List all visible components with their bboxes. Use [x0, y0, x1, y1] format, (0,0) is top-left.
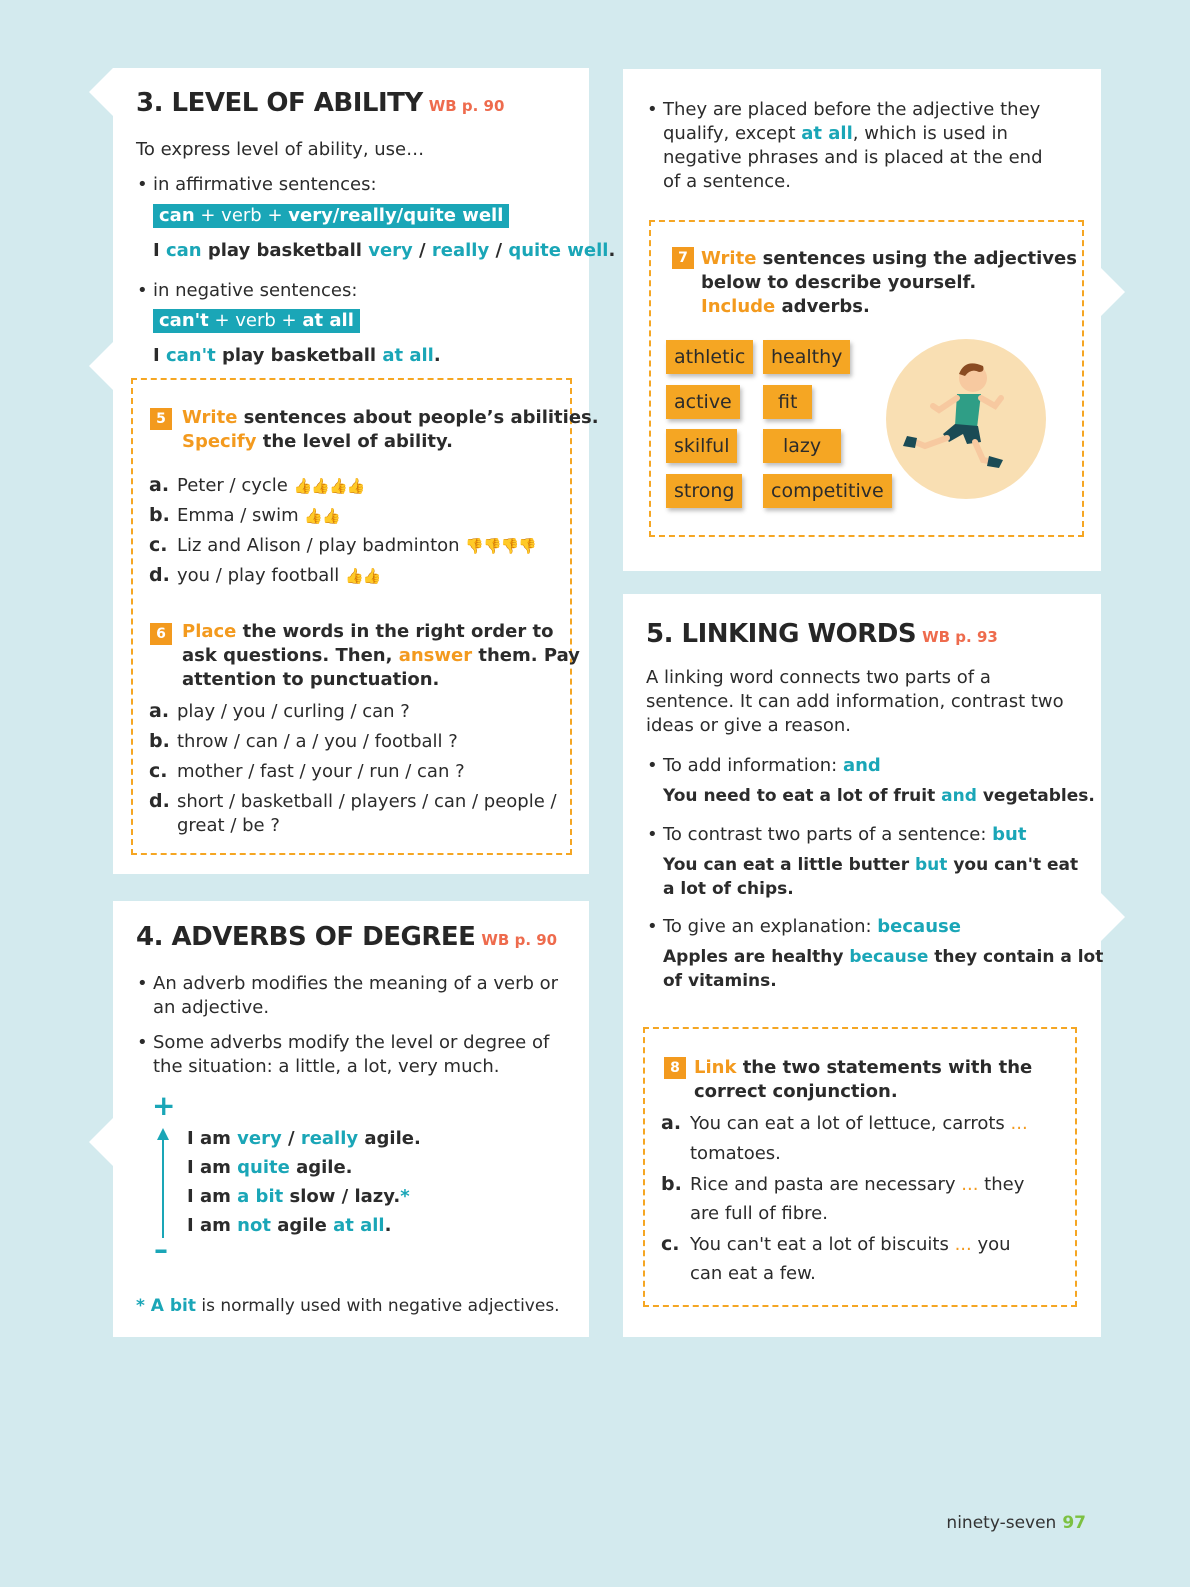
linking-definition-cont: sentence. It can add information, contrast two [646, 691, 1064, 712]
add-info-rule: • To add information: and [663, 754, 881, 778]
ex5-instruction-1: Write sentences about people’s abilities. [182, 407, 599, 428]
adjective-tag: strong [666, 474, 742, 508]
page-footer [946, 1513, 1086, 1533]
exercise-number-5: 5 [150, 408, 172, 430]
ex7-instruction-1: Write sentences using the adjectives [701, 248, 1077, 269]
card-notch [89, 1118, 113, 1166]
section-title-3: 3. LEVEL OF ABILITY WB p. 90 [136, 88, 505, 118]
ex6-instruction-3: attention to punctuation. [182, 669, 440, 690]
running-boy-illustration [885, 338, 1047, 500]
exercise-number-8: 8 [664, 1057, 686, 1079]
ex6-item-d-cont: great / be ? [177, 815, 280, 836]
adverb-definition-cont: an adjective. [153, 997, 270, 1018]
ex8-item-a: You can eat a lot of lettuce, carrots ... [690, 1113, 1028, 1134]
ex6-item-c: mother / fast / your / run / can ? [177, 761, 465, 782]
ex5-item-letter: c. [149, 534, 168, 556]
degree-explanation: • Some adverbs modify the level or degree of [153, 1031, 549, 1055]
ex8-item-b: Rice and pasta are necessary ... they [690, 1174, 1025, 1195]
adjective-tag: competitive [763, 474, 892, 508]
adjective-tag: active [666, 385, 740, 419]
card-notch [1101, 268, 1125, 316]
adjective-tag: fit [763, 385, 812, 419]
placement-rule: • They are placed before the adjective they [663, 98, 1040, 122]
wb-reference: WB p. 90 [481, 931, 558, 949]
degree-example-quite: I am quite agile. [187, 1157, 353, 1178]
intro-text: To express level of ability, use… [136, 139, 425, 160]
section-title-4: 4. ADVERBS OF DEGREE WB p. 90 [136, 922, 558, 952]
ex7-instruction-3: Include adverbs. [701, 296, 870, 317]
ex5-item-c: Liz and Alison / play badminton 👎👎👎👎 [177, 535, 536, 556]
adverbs-of-degree-card [113, 901, 589, 1337]
plus-icon: + [152, 1089, 176, 1122]
thumbs-up-icon: 👍👍 [345, 567, 381, 585]
ex5-item-letter: b. [149, 504, 170, 526]
ex6-item-letter: c. [149, 760, 168, 782]
neg-example: I can't play basketball at all. [153, 345, 441, 366]
degree-explanation-cont: the situation: a little, a lot, very much. [153, 1056, 500, 1077]
wb-reference: WB p. 90 [428, 97, 505, 115]
minus-icon: – [154, 1233, 168, 1266]
ex8-instruction-2: correct conjunction. [694, 1081, 898, 1102]
adjective-tag: lazy [763, 429, 841, 463]
placement-rule-cont: qualify, except at all, which is used in [663, 123, 1008, 144]
ex8-item-c: You can't eat a lot of biscuits ... you [690, 1234, 1011, 1255]
ex5-item-a: Peter / cycle 👍👍👍👍 [177, 475, 365, 496]
affirm-formula: can + verb + very/really/quite well [153, 204, 509, 228]
ex8-item-letter: a. [661, 1112, 682, 1134]
ex8-item-a-cont: tomatoes. [690, 1143, 781, 1164]
ex5-instruction-2: Specify the level of ability. [182, 431, 453, 452]
ex6-item-b: throw / can / a / you / football ? [177, 731, 458, 752]
adverb-definition: • An adverb modifies the meaning of a verb or [153, 972, 558, 996]
neg-label: • in negative sentences: [153, 279, 357, 303]
degree-example-a-bit: I am a bit slow / lazy.* [187, 1186, 410, 1207]
ex6-item-letter: a. [149, 700, 170, 722]
degree-example-very: I am very / really agile. [187, 1128, 421, 1149]
degree-example-not: I am not agile at all. [187, 1215, 392, 1236]
affirm-label: • in affirmative sentences: [153, 173, 377, 197]
linking-definition-cont: ideas or give a reason. [646, 715, 852, 736]
ex5-item-d: you / play football 👍👍 [177, 565, 381, 586]
section-title-5: 5. LINKING WORDS WB p. 93 [646, 619, 998, 649]
exercise-number-7: 7 [672, 247, 694, 269]
ex7-instruction-2: below to describe yourself. [701, 272, 977, 293]
wb-reference: WB p. 93 [922, 628, 998, 646]
neg-formula: can't + verb + at all [153, 309, 360, 333]
explanation-rule: • To give an explanation: because [663, 915, 961, 939]
contrast-example: You can eat a little butter but you can't eat [663, 855, 1079, 875]
ex8-instruction-1: Link the two statements with the [694, 1057, 1033, 1078]
ex6-item-letter: b. [149, 730, 170, 752]
explanation-example-cont: of vitamins. [663, 971, 777, 991]
a-bit-footnote: * A bit is normally used with negative adjectives. [136, 1296, 560, 1316]
ex5-item-letter: d. [149, 564, 170, 586]
ex6-item-letter: d. [149, 790, 170, 812]
ex8-item-letter: c. [661, 1233, 680, 1255]
add-info-example: You need to eat a lot of fruit and vegetables. [663, 786, 1095, 806]
placement-rule-cont: of a sentence. [663, 171, 791, 192]
ex8-item-c-cont: can eat a few. [690, 1263, 816, 1284]
ex6-item-a: play / you / curling / can ? [177, 701, 410, 722]
ex5-item-letter: a. [149, 474, 170, 496]
ex5-item-b: Emma / swim 👍👍 [177, 505, 340, 526]
ex6-item-d: short / basketball / players / can / people / [177, 791, 557, 812]
linking-definition: A linking word connects two parts of a [646, 667, 991, 688]
thumbs-up-icon: 👍👍 [304, 507, 340, 525]
card-notch [89, 342, 113, 390]
adjective-tag: athletic [666, 340, 753, 374]
ex8-item-b-cont: are full of fibre. [690, 1203, 828, 1224]
explanation-example: Apples are healthy because they contain a lot [663, 947, 1104, 967]
ex6-instruction-2: ask questions. Then, answer them. Pay [182, 645, 580, 666]
placement-rule-cont: negative phrases and is placed at the end [663, 147, 1043, 168]
contrast-example-cont: a lot of chips. [663, 879, 794, 899]
card-notch [1101, 893, 1125, 941]
adjective-tag: healthy [763, 340, 850, 374]
degree-scale-line [162, 1134, 164, 1238]
thumbs-down-icon: 👎👎👎👎 [465, 537, 536, 555]
thumbs-up-icon: 👍👍👍👍 [293, 477, 365, 495]
adjective-tag: skilful [666, 429, 737, 463]
affirm-example: I can play basketball very / really / quite well. [153, 240, 616, 261]
ex8-item-letter: b. [661, 1173, 682, 1195]
ex6-instruction-1: Place the words in the right order to [182, 621, 554, 642]
page-number-word: ninety-seven [946, 1513, 1057, 1533]
page-number: 97 [1062, 1513, 1086, 1533]
exercise-number-6: 6 [150, 623, 172, 645]
contrast-rule: • To contrast two parts of a sentence: but [663, 823, 1026, 847]
